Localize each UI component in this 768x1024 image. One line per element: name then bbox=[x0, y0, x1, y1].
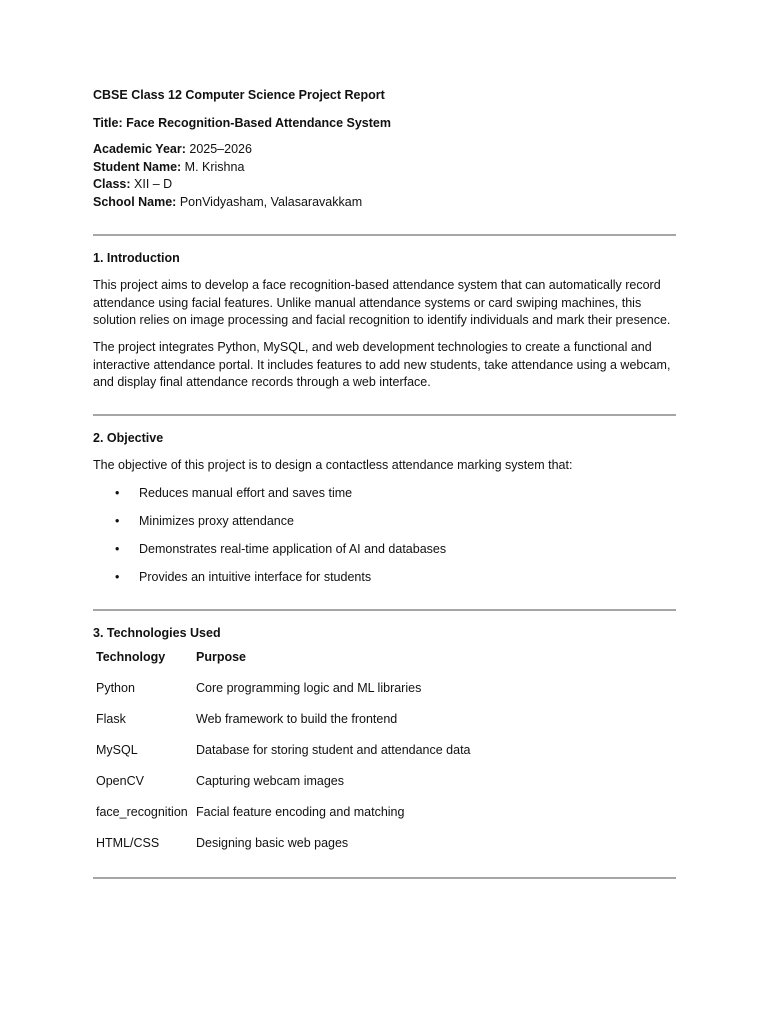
objective-heading: 2. Objective bbox=[93, 431, 164, 446]
bullet-icon: • bbox=[115, 569, 120, 584]
project-title: Title: Face Recognition-Based Attendance System bbox=[93, 116, 391, 130]
meta-label: Student Name: bbox=[93, 159, 182, 174]
meta-label: School Name: bbox=[93, 195, 177, 210]
section-divider bbox=[93, 609, 676, 611]
table-cell-technology: HTML/CSS bbox=[96, 836, 160, 851]
table-cell-purpose: Core programming logic and ML libraries bbox=[196, 681, 422, 696]
list-item-text: Demonstrates real-time application of AI and databases bbox=[139, 541, 447, 556]
meta-label: Class: bbox=[93, 177, 131, 192]
list-item bbox=[93, 568, 676, 586]
bullet-icon: • bbox=[115, 485, 120, 500]
table-row bbox=[93, 766, 471, 797]
introduction-paragraph: This project aims to develop a face recognition-based attendance system that can automatically record attendance using facial features. Unlike manual attendance systems or card swiping machines, this solution relies on image processing and facial recognition to identify individuals and mark their presence. bbox=[93, 277, 671, 328]
bullet-icon: • bbox=[115, 513, 120, 528]
meta-class bbox=[93, 176, 676, 194]
project-meta bbox=[93, 141, 676, 212]
column-header-purpose: Purpose bbox=[196, 650, 247, 665]
table-cell-purpose: Designing basic web pages bbox=[196, 836, 349, 851]
technologies-table bbox=[93, 642, 471, 859]
table-row bbox=[93, 828, 471, 859]
table-cell-technology: Python bbox=[96, 681, 135, 696]
meta-student-name bbox=[93, 159, 676, 177]
table-cell-technology: MySQL bbox=[96, 743, 138, 758]
meta-value: PonVidyasham, Valasaravakkam bbox=[176, 195, 363, 210]
list-item bbox=[93, 512, 676, 530]
table-row bbox=[93, 704, 471, 735]
table-cell-purpose: Capturing webcam images bbox=[196, 774, 344, 789]
list-item bbox=[93, 484, 676, 502]
list-item-text: Provides an intuitive interface for students bbox=[139, 569, 372, 584]
table-row bbox=[93, 673, 471, 704]
table-cell-purpose: Web framework to build the frontend bbox=[196, 712, 398, 727]
meta-label: Academic Year: bbox=[93, 142, 186, 156]
table-cell-purpose: Facial feature encoding and matching bbox=[196, 805, 405, 820]
meta-value: M. Krishna bbox=[181, 159, 245, 174]
meta-academic-year bbox=[93, 141, 676, 159]
objective-intro: The objective of this project is to design a contactless attendance marking system that: bbox=[93, 458, 573, 473]
section-divider bbox=[93, 877, 676, 879]
introduction-heading: 1. Introduction bbox=[93, 250, 180, 265]
meta-school-name bbox=[93, 194, 676, 212]
bullet-icon: • bbox=[115, 541, 120, 556]
list-item-text: Reduces manual effort and saves time bbox=[139, 485, 353, 500]
table-cell-technology: Flask bbox=[96, 712, 126, 727]
document-content bbox=[93, 86, 676, 879]
meta-value: XII – D bbox=[130, 177, 173, 192]
section-divider bbox=[93, 414, 676, 416]
objective-list bbox=[93, 484, 676, 586]
meta-value: 2025–2026 bbox=[185, 142, 252, 156]
table-header-row bbox=[93, 642, 471, 673]
section-divider bbox=[93, 234, 676, 236]
table-cell-technology: face_recognition bbox=[96, 805, 188, 820]
table-cell-purpose: Database for storing student and attendance data bbox=[196, 743, 471, 758]
column-header-technology: Technology bbox=[96, 650, 166, 665]
introduction-paragraph: The project integrates Python, MySQL, and web development technologies to create a functional and interactive attendance portal. It includes features to add new students, take attendance using a webcam, and display final attendance records through a web interface. bbox=[93, 339, 671, 390]
list-item-text: Minimizes proxy attendance bbox=[139, 513, 294, 528]
table-row bbox=[93, 797, 471, 828]
list-item bbox=[93, 540, 676, 558]
table-row bbox=[93, 735, 471, 766]
table-cell-technology: OpenCV bbox=[96, 774, 144, 789]
technologies-heading: 3. Technologies Used bbox=[93, 625, 221, 640]
report-title: CBSE Class 12 Computer Science Project Report bbox=[93, 88, 385, 102]
